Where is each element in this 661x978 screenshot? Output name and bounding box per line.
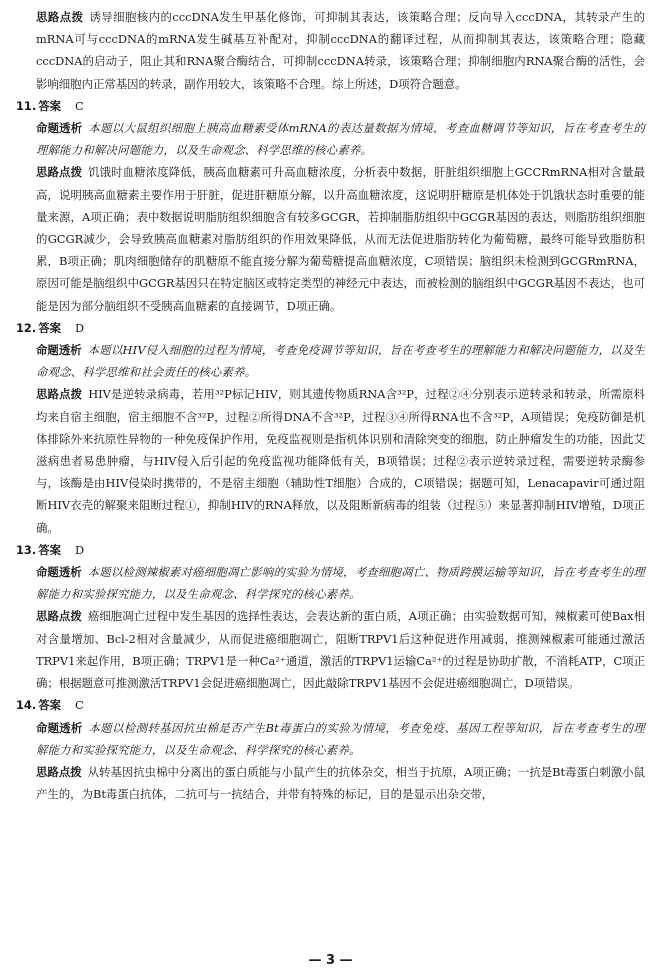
transparency-heading: 命题透析: [36, 565, 82, 580]
q14-transparency: [16, 717, 645, 761]
transparency-text: 本题以HIV侵入细胞的过程为情境，考查免疫调节等知识，旨在考查考生的理解能力和解决问题能力，以及生命观念、科学思维和社会责任的核心素养。: [36, 343, 645, 380]
q12-thinking: [16, 383, 645, 538]
transparency-text: 本题以检测辣椒素对癌细胞凋亡影响的实验为情境，考查细胞凋亡、物质跨膜运输等知识，旨在考查考生的理解能力和实验探究能力，以及生命观念、科学探究的核心素养。: [36, 565, 645, 602]
thinking-heading: 思路点拨: [36, 387, 83, 402]
transparency-text: 本题以大鼠组织细胞上胰高血糖素受体mRNA的表达量数据为情境，考查血糖调节等知识，旨在考查考生的理解能力和解决问题能力，以及生命观念、科学思维的核心素养。: [36, 121, 645, 158]
question-number: 12.: [16, 320, 37, 335]
q13-answer-line: [16, 539, 645, 561]
q10-thinking: [16, 6, 645, 95]
transparency-text: 本题以检测转基因抗虫棉是否产生Bt毒蛋白的实验为情境，考查免疫、基因工程等知识，旨在考查考生的理解能力和实验探究能力，以及生命观念、科学探究的核心素养。: [36, 720, 645, 757]
answer-label: 答案: [38, 320, 61, 335]
q13-thinking: [16, 605, 645, 694]
transparency-heading: 命题透析: [36, 720, 83, 735]
answer-letter: C: [74, 698, 84, 713]
q12-transparency: [16, 339, 645, 383]
thinking-text: HIV是逆转录病毒，若用³²P标记HIV，则其遗传物质RNA含³²P，过程②④分别表示逆转录和转录，所需原料均来自宿主细胞，宿主细胞不含³²P，过程②所得DNA不含³²P，过程③④所得RNA也不含³²P，A项错误；免疫防御是机体排除外来抗原性异物的一种免疫保护作用，免疫监视则是指机体识别和清除突变的细胞，防止肿瘤发生的功能，因此艾滋病患者易患肿瘤，与HIV侵入后引起的免疫监视功能降低有关，B项错误；过程②表示逆转录过程，需要逆转录酶参与，该酶是由HIV侵染时携带的，不是宿主细胞（辅助性T细胞）合成的，C项错误；据题可知，Lenacapavir可通过阻断HIV衣壳的解聚来阻断过程①，抑制HIV的RNA释放，以及阻断新病毒的组装（过程⑤）来显著抑制HIV增殖，D项正确。: [36, 387, 645, 535]
thinking-text: 诱导细胞核内的cccDNA发生甲基化修饰，可抑制其表达，该策略合理；反向导入cccDNA，其转录产生的mRNA可与cccDNA的mRNA发生碱基互补配对，抑制cccDNA的翻译过程，从而抑制其表达，该策略合理；隐藏cccDNA的启动子，阻止其和RNA聚合酶结合，可抑制cccDNA转录，该策略合理；抑制细胞内RNA聚合酶的活性，会影响细胞内正常基因的转录，副作用较大，该策略不合理。综上所述，D项符合题意。: [36, 10, 645, 91]
question-number: 14.: [16, 698, 37, 713]
answer-label: 答案: [38, 98, 61, 113]
thinking-text: 从转基因抗虫棉中分离出的蛋白质能与小鼠产生的抗体杂交，相当于抗原，A项正确；一抗是Bt毒蛋白刺激小鼠产生的，为Bt毒蛋白抗体，二抗可与一抗结合，并带有特殊的标记，目的是显示出杂交带，: [36, 764, 645, 802]
answer-letter: D: [74, 542, 85, 557]
q14-thinking: [16, 761, 645, 805]
page-number: — 3 —: [308, 953, 353, 968]
q11-transparency: [16, 117, 645, 161]
q11-answer-line: [16, 95, 645, 117]
q12-answer-line: [16, 317, 645, 339]
answer-letter: C: [74, 98, 84, 113]
answer-letter: D: [74, 320, 85, 335]
thinking-heading: 思路点拨: [36, 10, 84, 24]
q14-answer-line: [16, 694, 645, 716]
question-number: 13.: [16, 542, 37, 557]
answer-label: 答案: [38, 542, 61, 557]
q13-transparency: [16, 561, 645, 605]
thinking-heading: 思路点拨: [36, 609, 82, 624]
thinking-heading: 思路点拨: [36, 165, 83, 180]
thinking-text: 癌细胞凋亡过程中发生基因的选择性表达，会表达新的蛋白质，A项正确；由实验数据可知，辣椒素可使Bax相对含量增加、Bcl-2相对含量减少，从而促进癌细胞凋亡，阻断TRPV1后这种促进作用减弱，推测辣椒素可能通过激活TRPV1来起作用，B项正确；TRPV1是一种Ca²⁺通道，激活的TRPV1运输Ca²⁺的过程是协助扩散，不消耗ATP，C项正确；根据题意可推测激活TRPV1会促进癌细胞凋亡，因此敲除TRPV1基因不会促进癌细胞凋亡，D项错误。: [36, 609, 645, 691]
answer-label: 答案: [38, 698, 61, 713]
transparency-heading: 命题透析: [36, 343, 82, 358]
thinking-text: 饥饿时血糖浓度降低，胰高血糖素可升高血糖浓度，分析表中数据，肝脏组织细胞上GCCRmRNA相对含量最高，说明胰高血糖素主要作用于肝脏，促进肝糖原分解，以升高血糖浓度，这说明肝糖原是机体处于饥饿状态时重要的能量来源，A项正确；表中数据说明脂肪组织细胞含有较多GCGR，若抑制脂肪组织中GCGR基因的表达，则脂肪组织细胞的GCGR减少，会导致胰高血糖素对脂肪组织的作用效果降低，从而无法促进脂肪转化为葡萄糖，最终可能导致脂肪积累，B项正确；肌肉细胞储存的肌糖原不能直接分解为葡萄糖提高血糖浓度，C项错误；脑组织未检测到GCGRmRNA，原因可能是脑组织中GCGR基因只在特定脑区或特定类型的神经元中表达，而被检测的脑组织中GCGR基因不表达，也可能是因为部分脑组织不受胰高血糖素的直接调节，D项正确。: [36, 165, 645, 313]
thinking-heading: 思路点拨: [36, 764, 82, 779]
transparency-heading: 命题透析: [36, 121, 83, 136]
q11-thinking: [16, 161, 645, 316]
question-number: 11.: [16, 98, 37, 113]
